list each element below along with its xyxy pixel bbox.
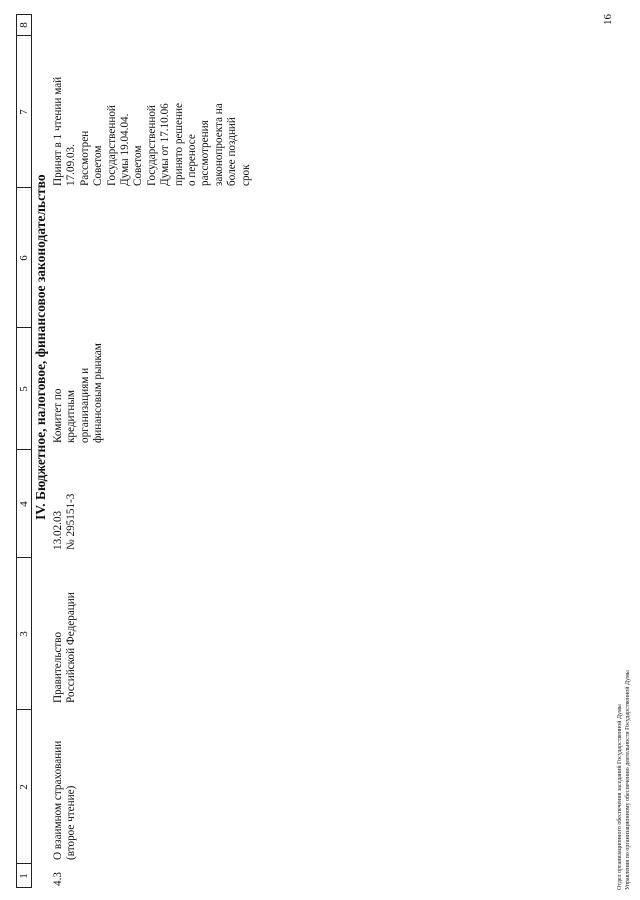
bill-title-line: О взаимном страховании — [52, 740, 64, 860]
bill-title — [52, 741, 79, 860]
status-line: Советом — [92, 145, 105, 186]
column-divider — [17, 557, 31, 558]
status-line: законопроекта на — [212, 103, 225, 186]
initiator — [52, 592, 79, 703]
column-number: 2 — [18, 784, 30, 790]
column-number: 6 — [18, 255, 30, 261]
column-number: 4 — [18, 501, 30, 507]
committee-line: Комитет по — [52, 388, 64, 443]
footer-line: Отдел организационного обеспечения заседаний Государственной Думы — [617, 704, 623, 890]
column-number-header — [16, 14, 32, 888]
submission-date: 13.02.03 — [52, 510, 64, 550]
status-line: Думы от 17.10.06 — [159, 103, 172, 186]
committee-line: кредитным — [65, 390, 78, 443]
committee-line: организациям и — [78, 367, 91, 443]
status-line: срок — [239, 164, 252, 186]
column-divider — [17, 35, 31, 36]
bill-title-line: (второе чтение) — [65, 785, 78, 860]
status-line: о переносе — [186, 134, 199, 186]
status-line: Принят в 1 чтении май — [52, 76, 64, 186]
status-line: Думы 19.04.04. — [119, 113, 132, 186]
bill-status — [52, 77, 253, 186]
column-number: 5 — [18, 386, 30, 392]
column-divider — [17, 887, 31, 888]
status-line: Государственной — [105, 105, 118, 186]
status-line: более поздний — [226, 117, 239, 186]
column-divider — [17, 327, 31, 328]
committee-line: финансовым рынкам — [92, 343, 105, 443]
initiator-line: Российской Федерации — [65, 592, 78, 703]
section-title: IV. Бюджетное, налоговое, финансовое законодательство — [33, 174, 48, 520]
initiator-line: Правительство — [52, 631, 64, 703]
submission — [52, 494, 79, 550]
status-line: принято решение — [172, 103, 185, 186]
status-line: Рассмотрен — [78, 130, 91, 186]
row-number: 4.3 — [52, 872, 64, 886]
bill-number: № 295151-3 — [65, 493, 78, 550]
column-divider — [17, 863, 31, 864]
footer-line: Управления по организационному обеспечению деятельности Государственной Думы — [625, 670, 631, 890]
status-line: Советом — [132, 145, 145, 186]
column-number: 3 — [18, 631, 30, 637]
status-line: рассмотрения — [199, 120, 212, 186]
column-divider — [17, 449, 31, 450]
column-number: 7 — [18, 109, 30, 115]
column-divider — [17, 709, 31, 710]
responsible-committee — [52, 343, 106, 443]
column-divider — [17, 187, 31, 188]
status-line: 17.09.03. — [65, 144, 78, 186]
column-number: 8 — [18, 22, 30, 28]
document-footer — [616, 670, 632, 890]
page-number: 16 — [602, 14, 614, 25]
status-line: Государственной — [145, 105, 158, 186]
column-number: 1 — [18, 873, 30, 879]
